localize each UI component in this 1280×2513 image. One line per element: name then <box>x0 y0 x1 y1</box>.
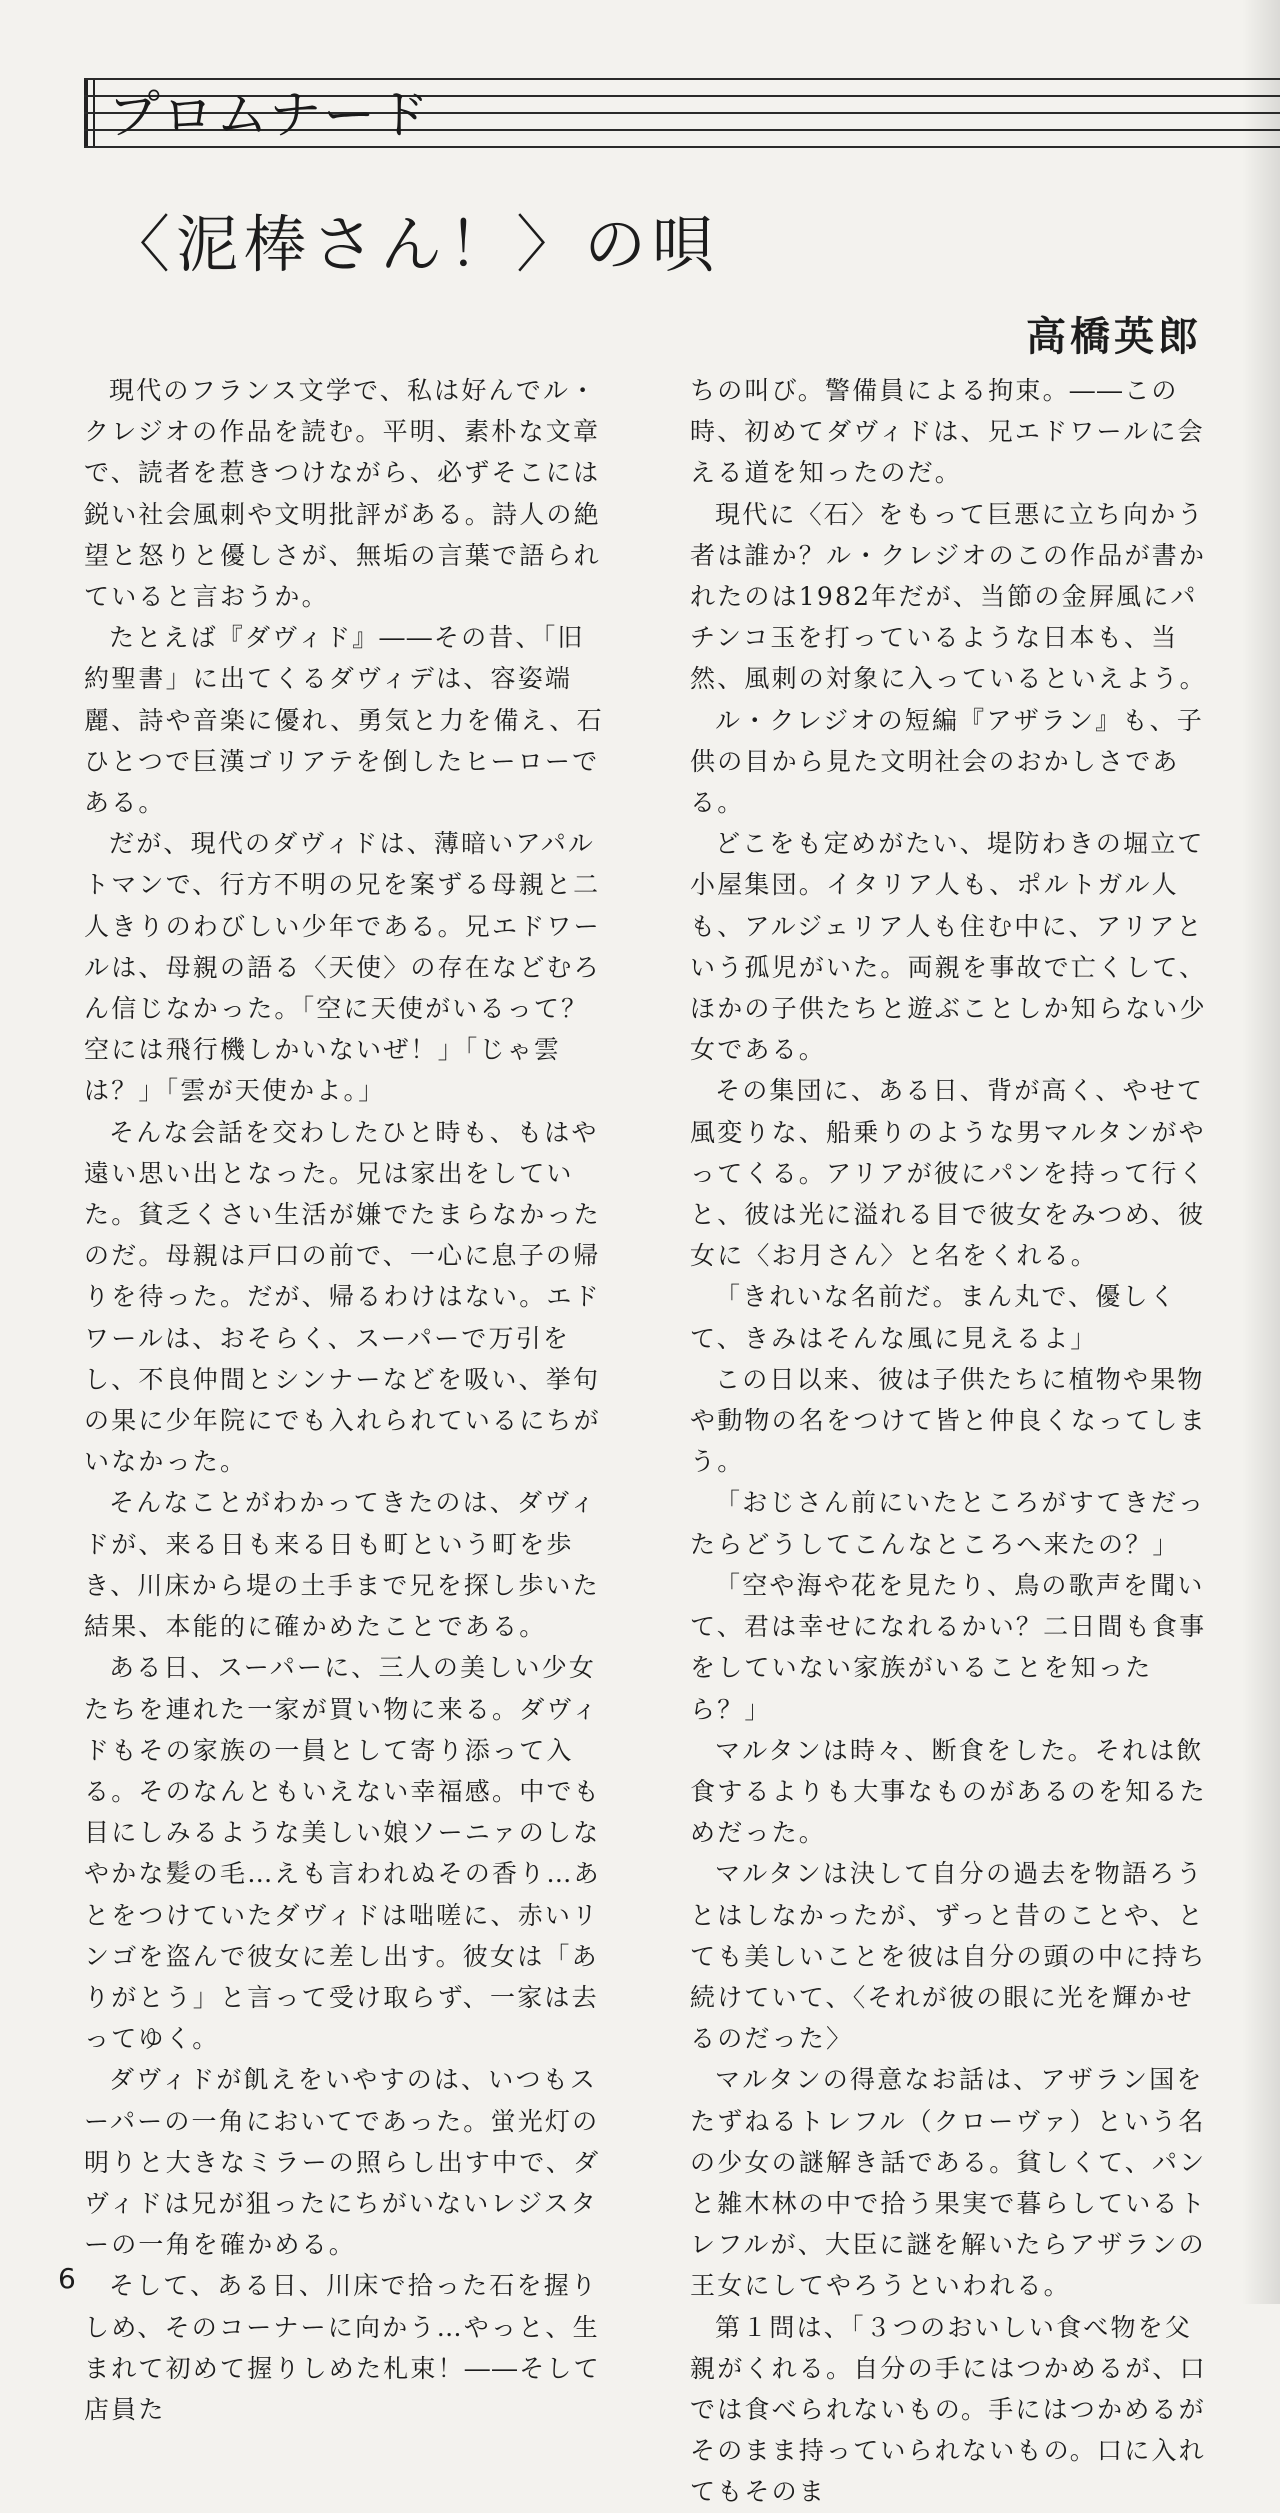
paragraph-continued: ちの叫び。警備員による拘束。――この時、初めてダヴィドは、兄エドワールに会える道を知ったのだ。 <box>690 376 1205 488</box>
section-title: プロムナード <box>108 86 431 146</box>
paragraph: マルタンは決して自分の過去を物語ろうとはしなかったが、ずっと昔のことや、とても美しいことを彼は自分の頭の中に持ち続けていて、〈それが彼の眼に光を輝かせるのだった〉 <box>690 1859 1207 2054</box>
article-title: 〈泥棒さん！〉の唄 <box>108 208 721 281</box>
paragraph: そして、ある日、川床で拾った石を握りしめ、そのコーナーに向かう…やっと、生まれて初めて握りしめた札束！――そして店員た <box>84 2271 601 2424</box>
paragraph: マルタンは時々、断食をした。それは飲食するよりも大事なものがあるのを知るためだった。 <box>690 1735 1207 1848</box>
right-column <box>690 370 1215 2513</box>
paragraph: 「きれいな名前だ。まん丸で、優しくて、きみはそんな風に見えるよ」 <box>690 1282 1177 1353</box>
paragraph: 現代のフランス文学で、私は好んでル・クレジオの作品を読む。平明、素朴な文章で、読者を惹きつけながら、必ずそこには鋭い社会風刺や文明批評がある。詩人の絶望と怒りと優しさが、無垢の言葉で語られていると言おうか。 <box>84 376 601 612</box>
paragraph: その集団に、ある日、背が高く、やせて風変りな、船乗りのような男マルタンがやってくる。アリアが彼にパンを持って行くと、彼は光に溢れる目で彼女をみつめ、彼女に〈お月さん〉と名をくれる。 <box>690 1076 1206 1271</box>
paragraph: ル・クレジオの短編『アザラン』も、子供の目から見た文明社会のおかしさである。 <box>690 705 1204 818</box>
paragraph: 「おじさん前にいたところがすてきだったらどうしてこんなところへ来たの？」 <box>690 1488 1206 1559</box>
paragraph: ある日、スーパーに、三人の美しい少女たちを連れた一家が買い物に来る。ダヴィドもその家族の一員として寄り添って入る。そのなんともいえない幸福感。中でも目にしみるような美しい娘ソーニァのしなやかな髪の毛…えも言われぬその香り…あとをつけていたダヴィドは咄嗟に、赤いリンゴを盗んで彼女に差し出す。彼女は「ありがとう」と言って受け取らず、一家は去ってゆく。 <box>84 1653 601 2054</box>
paragraph: 第１問は、「３つのおいしい食べ物を父親がくれる。自分の手にはつかめるが、口では食べられないもの。手にはつかめるがそのまま持っていられないもの。口に入れてもそのま <box>690 2312 1207 2507</box>
paragraph: そんな会話を交わしたひと時も、もはや遠い思い出となった。兄は家出をしていた。貧乏くさい生活が嫌でたまらなかったのだ。母親は戸口の前で、一心に息子の帰りを待った。だが、帰るわけはない。エドワールは、おそらく、スーパーで万引をし、不良仲間とシンナーなどを吸い、挙句の果に少年院にでも入れられているにちがいなかった。 <box>84 1117 601 1477</box>
staff-line <box>84 78 1280 80</box>
paragraph: どこをも定めがたい、堤防わきの堀立て小屋集団。イタリア人も、ポルトガル人も、アルジェリア人も住む中に、アリアという孤児がいた。両親を事故で亡くして、ほかの子供たちと遊ぶことしか知らない少女である。 <box>690 829 1207 1065</box>
paragraph: 「空や海や花を見たり、鳥の歌声を聞いて、君は幸せになれるかい？二日間も食事をしていない家族がいることを知ったら？」 <box>690 1570 1207 1724</box>
page-edge-shadow <box>1242 0 1280 2304</box>
paragraph: 現代に〈石〉をもって巨悪に立ち向かう者は誰か？ル・クレジオのこの作品が書かれたのは1982年だが、当節の金屛風にパチンコ玉を打っているような日本も、当然、風刺の対象に入っているといえよう。 <box>690 499 1207 694</box>
paragraph: マルタンの得意なお話は、アザラン国をたずねるトレフル（クローヴァ）という名の少女の謎解き話である。貧しくて、パンと雑木林の中で拾う果実で暮らしているトレフルが、大臣に謎を解いたらアザランの王女にしてやろうといわれる。 <box>690 2065 1207 2301</box>
paragraph: たとえば『ダヴィド』――その昔、「旧約聖書」に出てくるダヴィデは、容姿端麗、詩や音楽に優れ、勇気と力を備え、石ひとつで巨漢ゴリアテを倒したヒーローである。 <box>84 623 604 818</box>
staff-line <box>84 146 1280 148</box>
page-number: 6 <box>58 2262 76 2295</box>
article-author: 高橋英郎 <box>1026 314 1202 360</box>
paragraph: この日以来、彼は子供たちに植物や果物や動物の名をつけて皆と仲良くなってしまう。 <box>690 1364 1207 1477</box>
paragraph: だが、現代のダヴィドは、薄暗いアパルトマンで、行方不明の兄を案ずる母親と二人きりのわびしい少年である。兄エドワールは、母親の語る〈天使〉の存在などむろん信じなかった。「空に天使がいるって？空には飛行機しかいないぜ！」「じゃ雲は？」「雲が天使かよ。」 <box>84 829 601 1106</box>
paragraph: ダヴィドが飢えをいやすのは、いつもスーパーの一角においてであった。蛍光灯の明りと大きなミラーの照らし出す中で、ダヴィドは兄が狙ったにちがいないレジスターの一角を確かめる。 <box>84 2065 601 2260</box>
paragraph: そんなことがわかってきたのは、ダヴィドが、来る日も来る日も町という町を歩き、川床から堤の土手まで兄を探し歩いた結果、本能的に確かめたことである。 <box>84 1488 600 1642</box>
left-column <box>84 370 609 2430</box>
